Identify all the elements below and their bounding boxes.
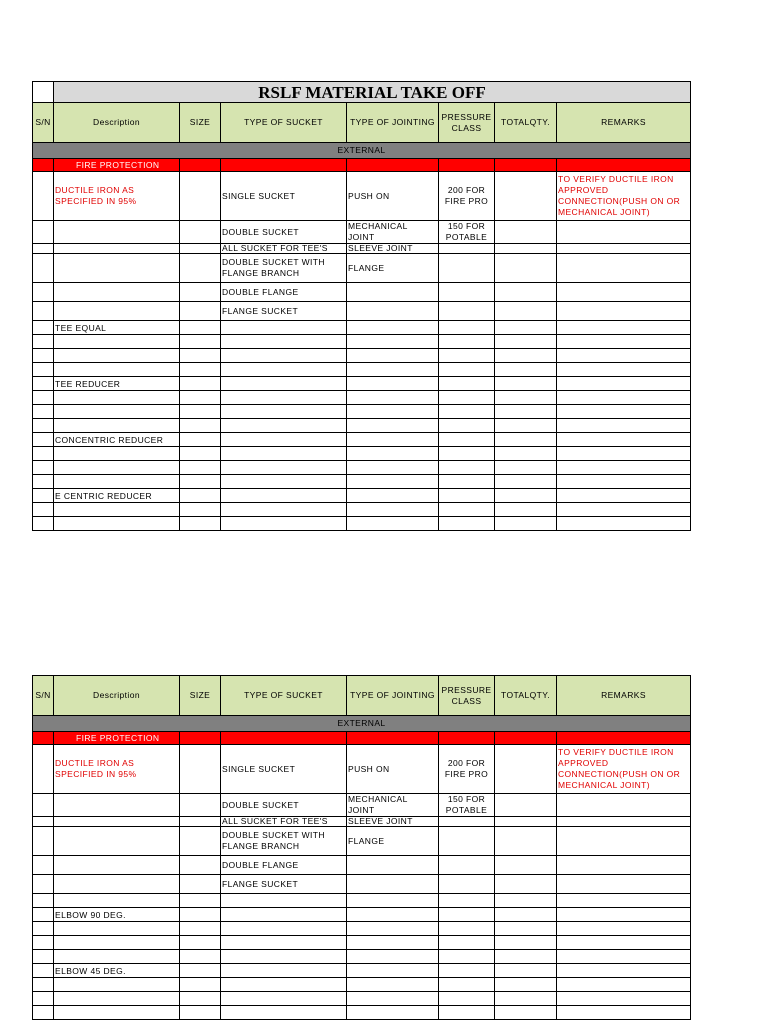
table-row bbox=[33, 447, 691, 461]
table-row bbox=[33, 856, 691, 875]
table-row bbox=[33, 172, 691, 221]
table-row bbox=[33, 817, 691, 827]
table-row bbox=[33, 964, 691, 978]
table-row bbox=[33, 302, 691, 321]
table-row bbox=[33, 745, 691, 794]
header-pressure-class: PRESSURE CLASS bbox=[439, 103, 495, 143]
table-row bbox=[33, 908, 691, 922]
table-row bbox=[33, 335, 691, 349]
table-row bbox=[33, 377, 691, 391]
header-description: Description bbox=[54, 676, 180, 716]
table-row bbox=[33, 489, 691, 503]
joint-push-on: PUSH ON bbox=[347, 745, 439, 794]
header-remarks: REMARKS bbox=[557, 103, 691, 143]
table-row bbox=[33, 254, 691, 283]
header-row bbox=[33, 103, 691, 143]
pressure-fire: 200 FOR FIRE PRO bbox=[439, 745, 495, 794]
sucket-single: SINGLE SUCKET bbox=[221, 172, 347, 221]
table-row bbox=[33, 349, 691, 363]
table-row bbox=[33, 405, 691, 419]
material-takeoff-table-1 bbox=[32, 81, 691, 531]
table-row bbox=[33, 875, 691, 894]
joint-sleeve: SLEEVE JOINT bbox=[347, 817, 439, 827]
header-remarks: REMARKS bbox=[557, 676, 691, 716]
item-label: TEE EQUAL bbox=[54, 321, 180, 335]
item-label: ELBOW 90 DEG. bbox=[54, 908, 180, 922]
sucket-double-flange: DOUBLE FLANGE bbox=[221, 856, 347, 875]
table-row bbox=[33, 936, 691, 950]
sucket-all: ALL SUCKET FOR TEE'S bbox=[221, 817, 347, 827]
table-row bbox=[33, 827, 691, 856]
table-row bbox=[33, 992, 691, 1006]
header-sn: S/N bbox=[33, 103, 54, 143]
header-total-qty: TOTALQTY. bbox=[495, 676, 557, 716]
sheet-title: RSLF MATERIAL TAKE OFF bbox=[54, 82, 691, 103]
pressure-potable: 150 FOR POTABLE bbox=[439, 221, 495, 244]
sucket-all: ALL SUCKET FOR TEE'S bbox=[221, 244, 347, 254]
table-row bbox=[33, 922, 691, 936]
category-label: FIRE PROTECTION bbox=[54, 159, 180, 172]
sucket-single: SINGLE SUCKET bbox=[221, 745, 347, 794]
table-row bbox=[33, 433, 691, 447]
sucket-double: DOUBLE SUCKET bbox=[221, 221, 347, 244]
table-row bbox=[33, 517, 691, 531]
header-total-qty: TOTALQTY. bbox=[495, 103, 557, 143]
sucket-double-flange: DOUBLE FLANGE bbox=[221, 283, 347, 302]
ductile-iron-description: DUCTILE IRON AS SPECIFIED IN 95% bbox=[54, 745, 180, 794]
table-row bbox=[33, 283, 691, 302]
joint-sleeve: SLEEVE JOINT bbox=[347, 244, 439, 254]
table-row bbox=[33, 461, 691, 475]
category-label: FIRE PROTECTION bbox=[54, 732, 180, 745]
header-type-of-jointing: TYPE OF JOINTING bbox=[347, 103, 439, 143]
joint-push-on: PUSH ON bbox=[347, 172, 439, 221]
header-pressure-class: PRESSURE CLASS bbox=[439, 676, 495, 716]
pressure-potable: 150 FOR POTABLE bbox=[439, 794, 495, 817]
joint-mechanical: MECHANICAL JOINT bbox=[347, 221, 439, 244]
table-row bbox=[33, 391, 691, 405]
table-row bbox=[33, 221, 691, 244]
table-row bbox=[33, 363, 691, 377]
remarks-cell: TO VERIFY DUCTILE IRON APPROVED CONNECTION(PUSH ON OR MECHANICAL JOINT) bbox=[557, 745, 691, 794]
item-label: CONCENTRIC REDUCER bbox=[54, 433, 180, 447]
sucket-flange: FLANGE SUCKET bbox=[221, 302, 347, 321]
table-row bbox=[33, 950, 691, 964]
joint-flange: FLANGE bbox=[347, 827, 439, 856]
sucket-double: DOUBLE SUCKET bbox=[221, 794, 347, 817]
header-type-of-sucket: TYPE OF SUCKET bbox=[221, 103, 347, 143]
section-row bbox=[33, 143, 691, 159]
item-label: E CENTRIC REDUCER bbox=[54, 489, 180, 503]
header-row bbox=[33, 676, 691, 716]
sucket-flange: FLANGE SUCKET bbox=[221, 875, 347, 894]
table-row bbox=[33, 321, 691, 335]
ductile-iron-description: DUCTILE IRON AS SPECIFIED IN 95% bbox=[54, 172, 180, 221]
header-description: Description bbox=[54, 103, 180, 143]
pressure-fire: 200 FOR FIRE PRO bbox=[439, 172, 495, 221]
remarks-cell: TO VERIFY DUCTILE IRON APPROVED CONNECTION(PUSH ON OR MECHANICAL JOINT) bbox=[557, 172, 691, 221]
material-takeoff-table-2 bbox=[32, 675, 691, 1020]
category-row bbox=[33, 732, 691, 745]
table-row bbox=[33, 894, 691, 908]
header-size: SIZE bbox=[180, 103, 221, 143]
section-row bbox=[33, 716, 691, 732]
item-label: ELBOW 45 DEG. bbox=[54, 964, 180, 978]
header-type-of-sucket: TYPE OF SUCKET bbox=[221, 676, 347, 716]
item-label: TEE REDUCER bbox=[54, 377, 180, 391]
joint-mechanical: MECHANICAL JOINT bbox=[347, 794, 439, 817]
header-type-of-jointing: TYPE OF JOINTING bbox=[347, 676, 439, 716]
category-row bbox=[33, 159, 691, 172]
sucket-double-flange-branch: DOUBLE SUCKET WITH FLANGE BRANCH bbox=[221, 254, 347, 283]
header-sn: S/N bbox=[33, 676, 54, 716]
table-row bbox=[33, 419, 691, 433]
header-size: SIZE bbox=[180, 676, 221, 716]
sucket-double-flange-branch: DOUBLE SUCKET WITH FLANGE BRANCH bbox=[221, 827, 347, 856]
section-label: EXTERNAL bbox=[33, 716, 691, 732]
table-row bbox=[33, 503, 691, 517]
table-row bbox=[33, 1006, 691, 1020]
table-row bbox=[33, 244, 691, 254]
joint-flange: FLANGE bbox=[347, 254, 439, 283]
table-row bbox=[33, 794, 691, 817]
title-row bbox=[33, 82, 691, 103]
table-row bbox=[33, 475, 691, 489]
section-label: EXTERNAL bbox=[33, 143, 691, 159]
table-row bbox=[33, 978, 691, 992]
